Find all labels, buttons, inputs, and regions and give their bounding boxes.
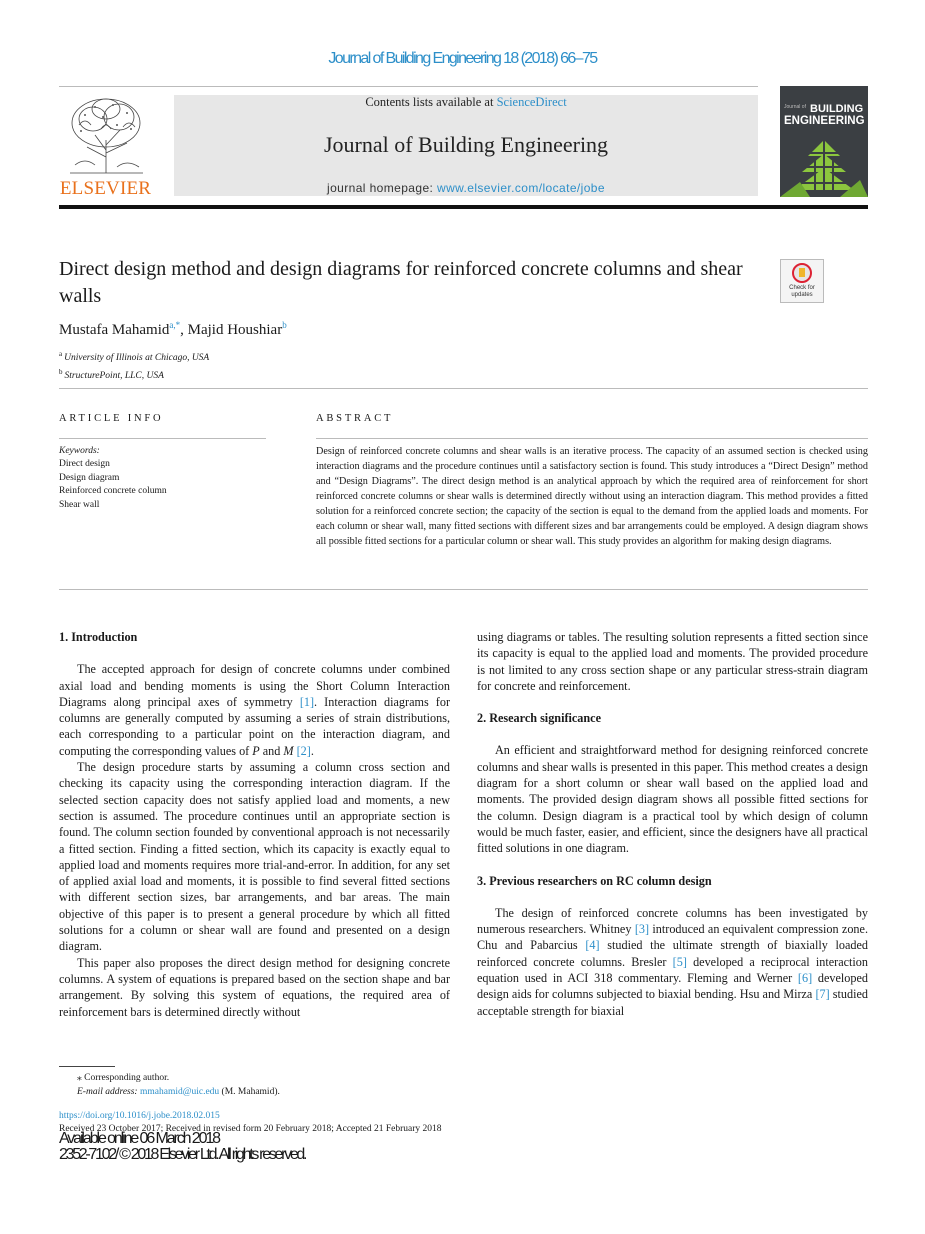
section-divider xyxy=(59,388,868,389)
reference-link[interactable]: [1] xyxy=(299,694,315,709)
crossmark-label: Check for updates xyxy=(789,285,815,298)
text-run: developed a reciprocal interaction equation used in ACI 318 commentary. Fleming and Werner xyxy=(477,954,868,986)
abstract-text: Design of reinforced concrete columns and shear walls is an iterative process. The capacity of an assumed section is checked using interaction diagrams and the procedure continues until a satisfactory section is found. This study introduces a “Direct Design” method and “Design Diagrams”. The direct design method is an analytical approach by which the required area of reinforcement for short reinforced concrete columns or shear walls is determined directly without using an interaction diagram. This method provides a fitted solution for a reinforced concrete section; the capacity of the section is equal to the demand from the applied loads and moments. For each column or shear wall, many fitted sections with different sizes and bar arrangements could be employed. A design diagram shows all possible fitted sections for a particular column or shear wall. This study provides an algorithm for making design diagrams. xyxy=(316,446,868,547)
keywords-label: Keywords: xyxy=(59,446,100,456)
author-affiliation-mark[interactable]: b xyxy=(282,320,287,330)
email-link[interactable]: mmahamid@uic.edu xyxy=(139,1087,220,1097)
section-heading: 2. Research significance xyxy=(477,711,601,726)
body-paragraph xyxy=(477,905,868,1019)
body-column-left xyxy=(59,629,450,1020)
abstract-heading: ABSTRACT xyxy=(316,413,394,424)
text-run: studied the ultimate strength of biaxially loaded reinforced concrete columns. Bresler xyxy=(477,938,868,969)
reference-link[interactable]: [7] xyxy=(815,987,830,1002)
reference-link[interactable]: [2] xyxy=(296,743,311,758)
issn-copyright: 2352-7102/ © 2018 Elsevier Ltd. All rights reserved. xyxy=(59,1146,306,1163)
homepage-link[interactable]: www.elsevier.com/locate/jobe xyxy=(437,181,605,195)
keyword-item: Direct design xyxy=(59,459,110,470)
footnote-text: Corresponding author. xyxy=(81,1073,170,1083)
footnotes xyxy=(59,1071,280,1099)
journal-banner xyxy=(174,95,758,196)
affiliation-mark: a xyxy=(59,350,63,358)
affiliation-item xyxy=(59,347,209,365)
homepage-prefix: journal homepage: xyxy=(327,181,437,195)
cover-title-engineering: ENGINEERING xyxy=(784,115,865,127)
abstract-rule xyxy=(316,438,868,439)
author-name[interactable]: Mustafa Mahamid xyxy=(59,322,170,338)
author-affiliation-mark[interactable]: a,* xyxy=(169,320,181,330)
reference-link[interactable]: [3] xyxy=(634,922,650,937)
keyword-item: Reinforced concrete column xyxy=(59,486,167,497)
keywords-block xyxy=(59,445,167,512)
affiliation-text: University of Illinois at Chicago, USA xyxy=(64,353,210,364)
body-paragraph: The design procedure starts by assuming a column cross section and checking its capacity using the corresponding interaction diagram. If the selected section capacity does not satisfy applied load and moments, a new section is assumed. The procedure continues until an appropriate section is found. The column section founded by conventional approach is not necessarily a fitted section. Finding a fitted section, which its capacity is exactly equal to applied load and moments requires more trial-and-error. In addition, for any set of applied axial load and moments, it is possible to find several fitted sections with different section sizes, bar arrangements, and bar areas. The main objective of this paper is to present a general procedure by which all fitted solutions for a column or shear wall are found and presented on a design diagram. xyxy=(59,760,450,954)
author-name[interactable]: Majid Houshiar xyxy=(187,322,283,338)
header-divider xyxy=(59,86,758,87)
text-run: . Interaction diagrams for columns are generally computed by assuming a series of strain distributions, each corresponding to a particular point on the interaction diagram, and computing the corresponding values of xyxy=(59,694,451,758)
cover-title-building: BUILDING xyxy=(810,103,864,115)
affiliation-item xyxy=(59,365,209,383)
email-suffix: (M. Mahamid). xyxy=(219,1087,280,1097)
author-separator: , xyxy=(180,322,188,338)
email-note xyxy=(59,1085,280,1099)
header-thick-rule xyxy=(59,205,868,209)
footnote-mark: ⁎ xyxy=(77,1073,82,1083)
body-column-right xyxy=(477,629,868,1019)
text-run: . xyxy=(310,743,314,758)
article-info-rule xyxy=(59,438,266,439)
affiliation-mark: b xyxy=(59,368,63,377)
email-label: E-mail address: xyxy=(77,1087,140,1097)
journal-citation[interactable]: Journal of Building Engineering 18 (2018) 66–75 xyxy=(328,50,597,67)
journal-cover-image[interactable] xyxy=(780,86,868,197)
body-paragraph: An efficient and straightforward method for designing reinforced concrete columns and shear walls is presented in this paper. This method creates a design diagram for a short column or shear wall based on the applied load and moments. The provided design diagram shows all possible fitted sections for the column. Design diagram is a practical tool by which design of column would be much faster, easier, and efficient, since the designers have all practical fitted solutions in one diagram. xyxy=(477,743,868,856)
corresponding-author-note xyxy=(59,1071,280,1085)
contents-availability xyxy=(174,95,758,110)
doi-link[interactable]: https://doi.org/10.1016/j.jobe.2018.02.015 xyxy=(59,1111,220,1121)
author-list xyxy=(59,320,287,339)
reference-link[interactable]: [4] xyxy=(585,938,600,953)
body-paragraph xyxy=(59,661,450,759)
text-run: The accepted approach for design of concrete columns under combined axial load and bending moments is using the Short Column Interaction Diagrams along principal axes of symmetry xyxy=(59,662,450,709)
keyword-item: Shear wall xyxy=(59,499,100,510)
text-run: introduced an equivalent compression zone. Chu and Pabarcius xyxy=(477,922,868,953)
text-run: developed design aids for columns subjected to biaxial bending. Hsu and Mirza xyxy=(477,971,868,1002)
affiliations xyxy=(59,347,209,383)
elsevier-tree-icon xyxy=(65,95,147,175)
footnote-rule xyxy=(59,1066,115,1067)
section-divider xyxy=(59,589,868,590)
available-online: Available online 06 March 2018 xyxy=(59,1130,219,1147)
article-title: Direct design method and design diagrams for reinforced concrete columns and shear walls xyxy=(59,258,743,307)
crossmark-icon xyxy=(792,263,812,283)
cover-graphic-icon xyxy=(780,132,868,197)
keyword-item: Design diagram xyxy=(59,472,120,483)
received-dates: Received 23 October 2017; Received in revised form 20 February 2018; Accepted 21 February 2018 xyxy=(59,1124,442,1134)
journal-name: Journal of Building Engineering xyxy=(323,132,609,157)
journal-homepage xyxy=(174,181,758,195)
affiliation-text: StructurePoint, LLC, USA xyxy=(64,371,164,382)
cover-journal-of: Journal of xyxy=(784,104,806,110)
text-run: studied acceptable strength for biaxial xyxy=(477,987,868,1018)
text-run: and xyxy=(259,743,284,758)
body-paragraph: using diagrams or tables. The resulting solution represents a fitted section since its capacity is equal to the applied load and moments. The provided procedure is not limited to any cross section shape or any particular stress-strain diagram for concrete and reinforcement. xyxy=(477,630,868,693)
article-info-heading: ARTICLE INFO xyxy=(59,413,164,424)
math-variable: P xyxy=(252,743,260,758)
text-run: The design of reinforced concrete columns has been investigated by numerous researchers. Whitney xyxy=(477,905,868,937)
reference-link[interactable]: [5] xyxy=(672,954,687,969)
elsevier-wordmark: ELSEVIER xyxy=(59,178,152,199)
check-for-updates-button[interactable] xyxy=(780,259,824,303)
sciencedirect-link[interactable]: ScienceDirect xyxy=(496,95,567,109)
section-heading: 1. Introduction xyxy=(59,630,138,644)
section-heading: 3. Previous researchers on RC column design xyxy=(477,873,712,888)
elsevier-logo[interactable] xyxy=(59,95,152,198)
contents-prefix: Contents lists available at xyxy=(365,95,497,109)
math-variable: M xyxy=(283,743,294,758)
reference-link[interactable]: [6] xyxy=(797,971,813,986)
body-paragraph: This paper also proposes the direct design method for designing concrete columns. A system of equations is prepared based on the section shape and bar arrangement. By solving this system of equations, the required area of reinforcement bars is determined directly without xyxy=(59,955,450,1019)
